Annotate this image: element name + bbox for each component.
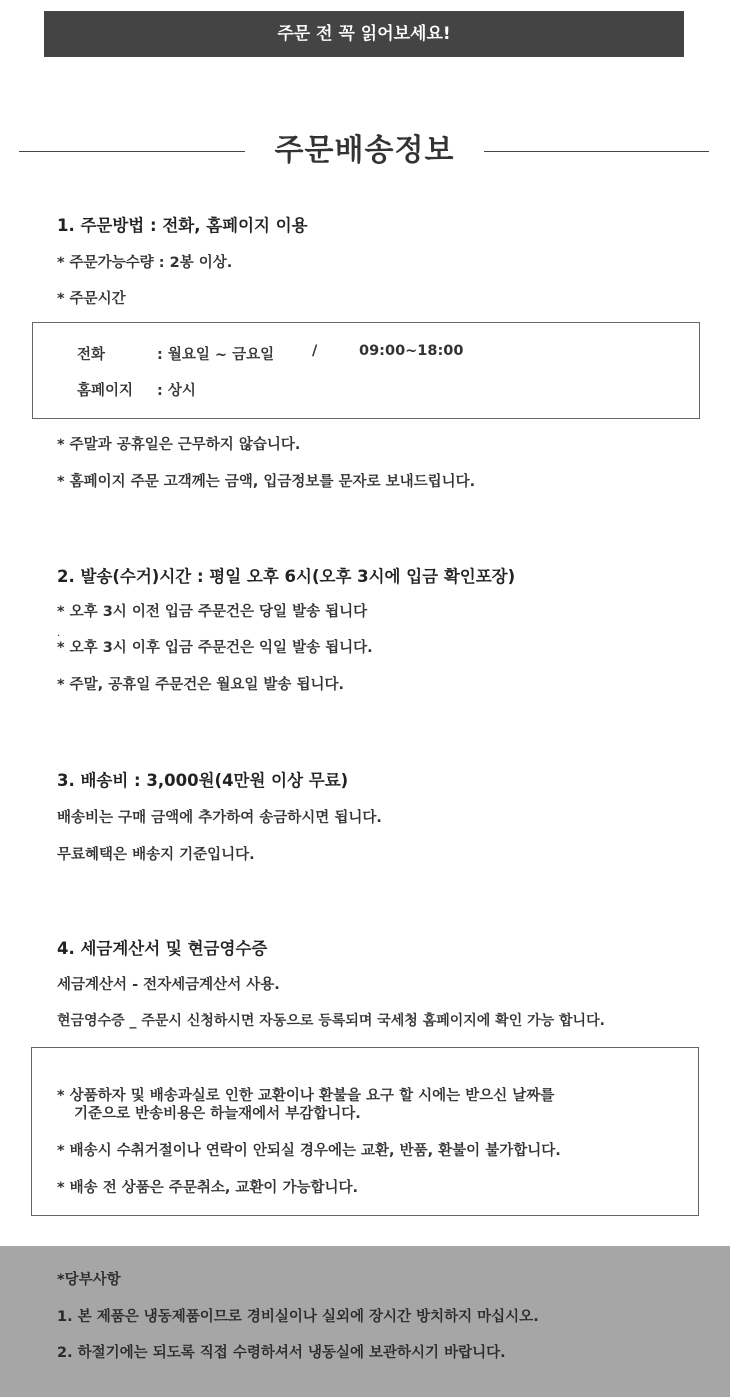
caution-line-2: 2. 하절기에는 되도록 직접 수령하셔서 냉동실에 보관하시기 바랍니다.: [57, 1345, 506, 1361]
tax-receipt-heading: 4. 세금계산서 및 현금영수증: [57, 939, 268, 958]
cash-receipt-text: 현금영수증 _ 주문시 신청하시면 자동으로 등록되며 국세청 홈페이지에 확인 가능 합니다.: [57, 1013, 605, 1029]
next-day-shipping-text: * 오후 3시 이후 입금 주문건은 익일 발송 됩니다.: [57, 640, 373, 656]
shipping-fee-text: 배송비는 구매 금액에 추가하여 송금하시면 됩니다.: [57, 810, 382, 826]
defect-return-text: * 상품하자 및 배송과실로 인한 교환이나 환불을 요구 할 시에는 받으신 날짜를: [57, 1088, 555, 1104]
phone-hours: 09:00~18:00: [359, 343, 464, 359]
same-day-shipping-text: * 오후 3시 이전 입금 주문건은 당일 발송 됩니다: [57, 604, 368, 620]
return-policy-box: [31, 1047, 699, 1216]
title-divider-left: [19, 151, 245, 152]
tax-invoice-text: 세금계산서 - 전자세금계산서 사용.: [57, 977, 280, 993]
notice-banner: 주문 전 꼭 읽어보세요!: [44, 11, 684, 57]
shipping-fee-heading: 3. 배송비 : 3,000원(4만원 이상 무료): [57, 771, 349, 790]
caution-title: *당부사항: [57, 1272, 121, 1288]
section-title-row: [0, 128, 730, 174]
shipping-time-heading: 2. 발송(수거)시간 : 평일 오후 6시(오후 3시에 입금 확인포장): [57, 567, 516, 586]
weekend-note: * 주말과 공휴일은 근무하지 않습니다.: [57, 437, 301, 453]
caution-footer: [0, 1246, 730, 1397]
web-hours: : 상시: [157, 383, 196, 399]
order-time-label: * 주문시간: [57, 291, 126, 307]
defect-return-text-cont: 기준으로 반송비용은 하늘재에서 부감합니다.: [74, 1106, 361, 1122]
stray-dot: .: [57, 628, 61, 639]
order-hours-box: [32, 322, 700, 419]
order-method-heading: 1. 주문방법 : 전화, 홈페이지 이용: [57, 216, 308, 235]
refusal-note: * 배송시 수취거절이나 연락이 안되실 경우에는 교환, 반품, 환불이 불가합니다.: [57, 1143, 561, 1159]
sms-note: * 홈페이지 주문 고객께는 금액, 입금정보를 문자로 보내드립니다.: [57, 474, 476, 490]
separator-slash: /: [312, 343, 318, 359]
phone-days: : 월요일 ~ 금요일: [157, 347, 275, 363]
order-quantity-text: * 주문가능수량 : 2봉 이상.: [57, 255, 233, 271]
web-label: 홈페이지: [77, 383, 134, 399]
title-divider-right: [484, 151, 709, 152]
weekend-shipping-text: * 주말, 공휴일 주문건은 월요일 발송 됩니다.: [57, 677, 345, 693]
phone-label: 전화: [77, 347, 106, 363]
free-shipping-text: 무료혜택은 배송지 기준입니다.: [57, 847, 255, 863]
caution-line-1: 1. 본 제품은 냉동제품이므로 경비실이나 실외에 장시간 방치하지 마십시오.: [57, 1309, 539, 1325]
page-title: 주문배송정보: [274, 133, 455, 168]
cancel-note: * 배송 전 상품은 주문취소, 교환이 가능합니다.: [57, 1180, 359, 1196]
